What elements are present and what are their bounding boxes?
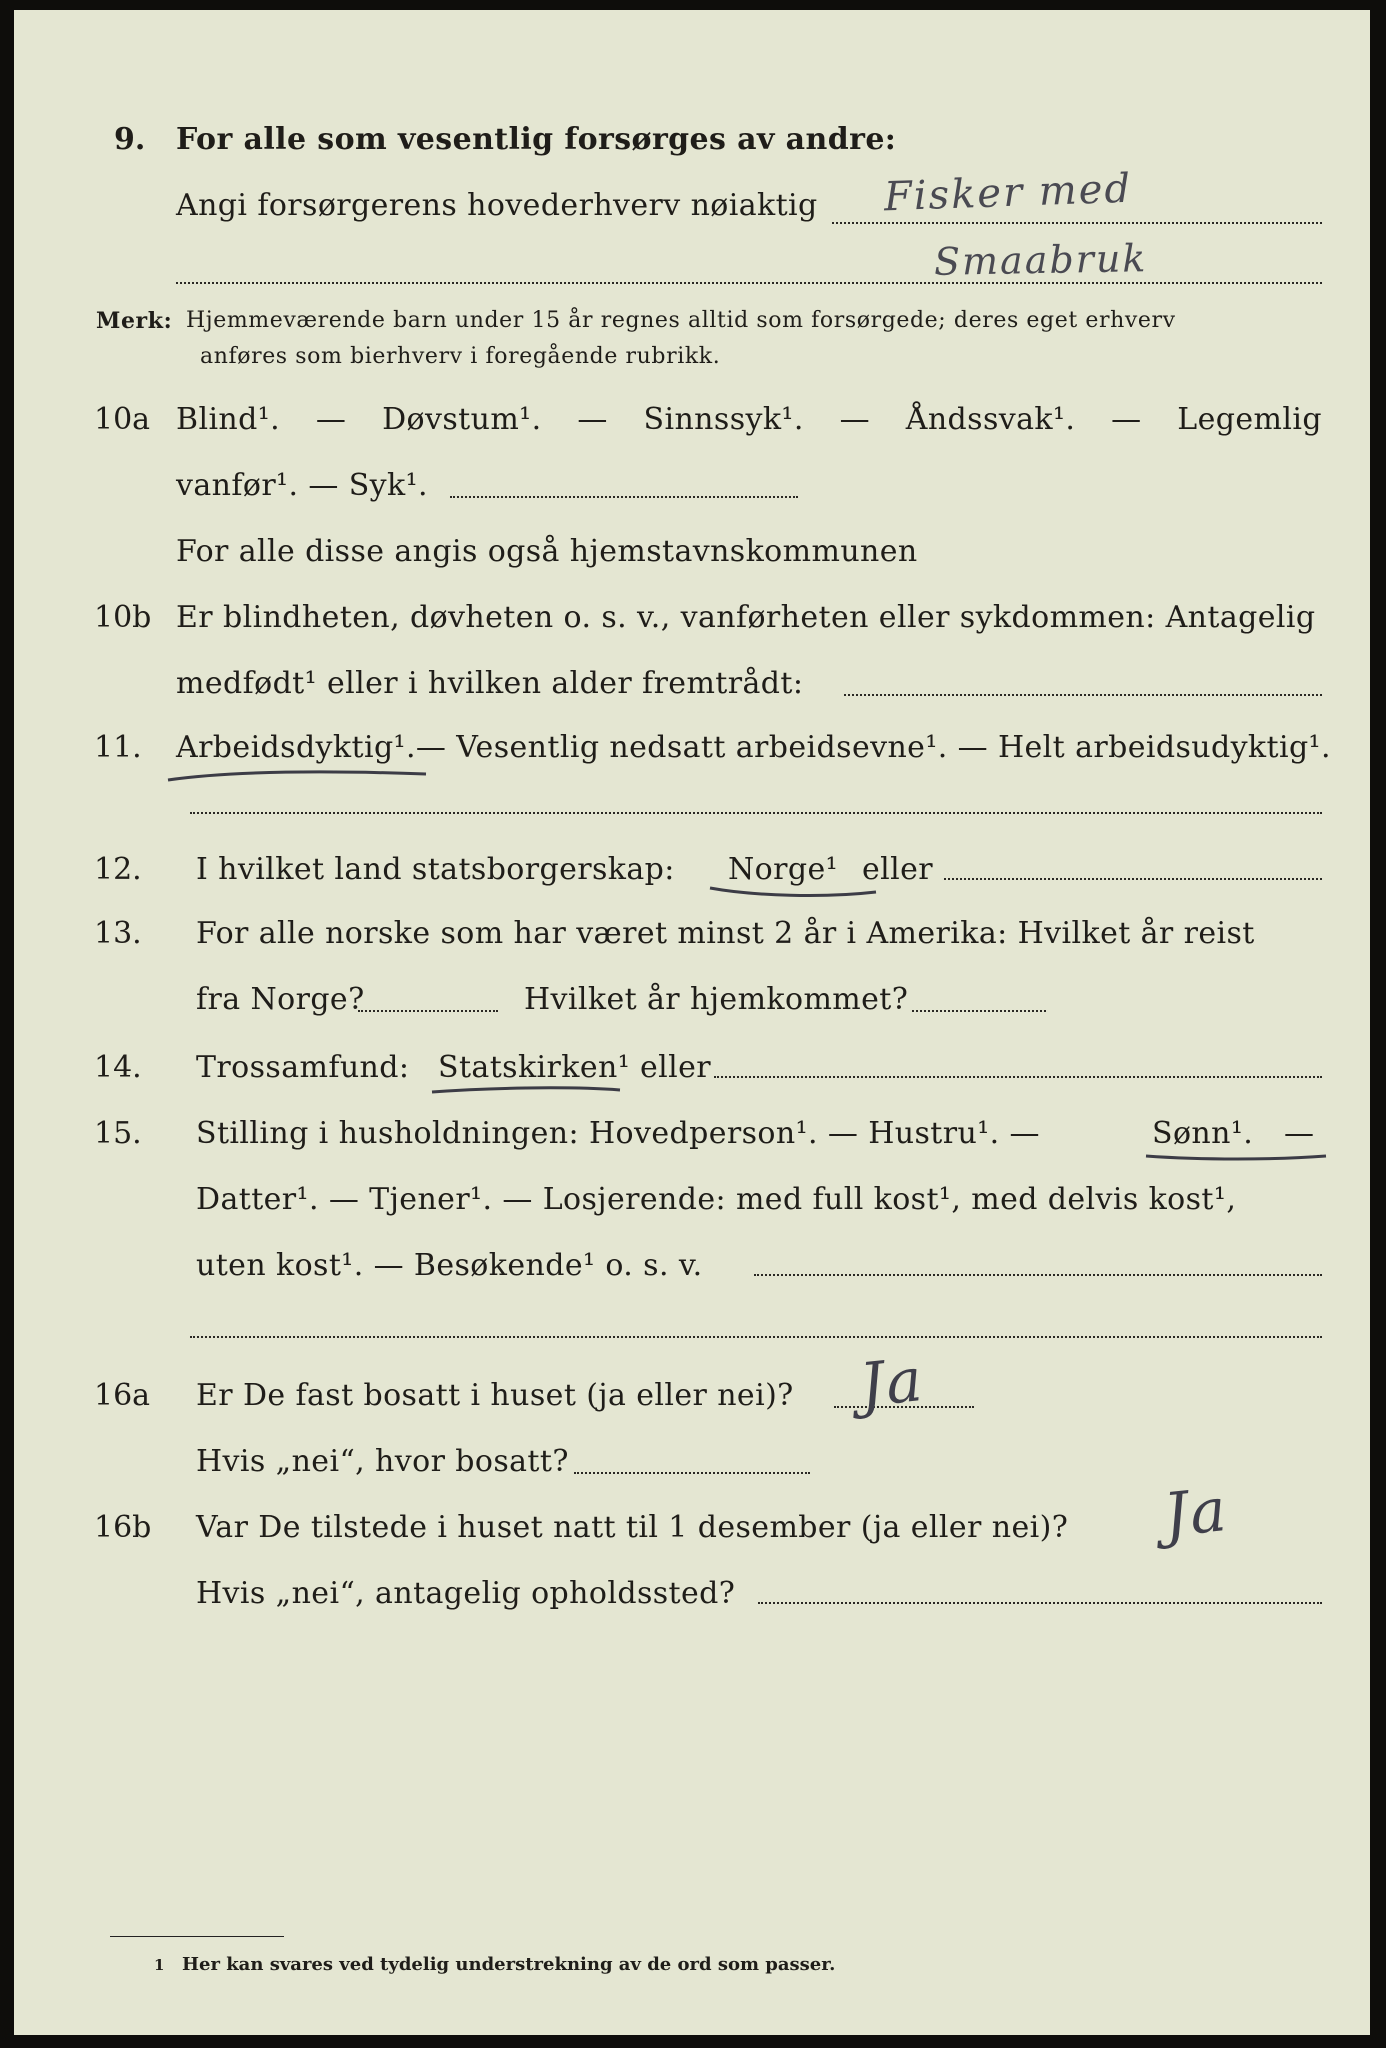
- q10b-number: 10b: [94, 600, 152, 635]
- dash: —: [1284, 1116, 1315, 1151]
- footnote-mark: 1: [154, 1956, 165, 1974]
- q11-line: [176, 730, 1331, 765]
- option-andssvak: Åndssvak¹.: [905, 402, 1076, 437]
- q9-answer-line-2: [176, 282, 1322, 284]
- option-arbeidsdyktig: Arbeidsdyktig¹.: [176, 730, 416, 765]
- q12-prompt: I hvilket land statsborgerskap:: [196, 852, 675, 887]
- dash: —: [577, 402, 608, 437]
- q10a-line-3: For alle disse angis også hjemstavnskommunen: [176, 534, 918, 569]
- census-form-page: [14, 10, 1370, 2035]
- q16b-line-1: Var De tilstede i huset natt til 1 desember (ja eller nei)?: [196, 1510, 1069, 1545]
- option-sonn: Sønn¹.: [1152, 1116, 1254, 1151]
- q10a-answer-line: [450, 496, 798, 498]
- q13-number: 13.: [94, 916, 142, 951]
- merk-text-2: anføres som bierhverv i foregående rubrikk.: [200, 344, 721, 369]
- q9-heading: For alle som vesentlig forsørges av andre:: [176, 122, 897, 157]
- q14-pen-underline: [426, 1080, 626, 1104]
- q15-line-3: uten kost¹. — Besøkende¹ o. s. v.: [196, 1248, 703, 1283]
- q14-eller: eller: [640, 1050, 712, 1085]
- q16a-line-2: Hvis „nei“, hvor bosatt?: [196, 1444, 569, 1479]
- q15-line-2: Datter¹. — Tjener¹. — Losjerende: med full kost¹, med delvis kost¹,: [196, 1182, 1237, 1217]
- q10a-number: 10a: [94, 402, 151, 437]
- q16a-line-1: Er De fast bosatt i huset (ja eller nei)?: [196, 1378, 794, 1413]
- q11-answer-line: [190, 812, 1322, 814]
- q9-handwritten-answer-2: Smaabruk: [933, 236, 1148, 284]
- q14-prompt: Trossamfund:: [196, 1050, 410, 1085]
- q15-line-1a: Stilling i husholdningen: Hovedperson¹. — Hustru¹. —: [196, 1116, 1040, 1151]
- option-legemlig: Legemlig: [1177, 402, 1322, 437]
- footnote-text: Her kan svares ved tydelig understrekning av de ord som passer.: [182, 1954, 836, 1975]
- q16b-number: 16b: [94, 1510, 152, 1545]
- q11-other-options: — Vesentlig nedsatt arbeidsevne¹. — Helt arbeidsudyktig¹.: [415, 730, 1331, 765]
- q16b-line-2: Hvis „nei“, antagelig opholdssted?: [196, 1576, 736, 1611]
- q15-answer-line-2: [190, 1336, 1322, 1338]
- option-statskirken: Statskirken¹: [438, 1050, 631, 1085]
- merk-label: Merk:: [96, 308, 173, 334]
- option-norge: Norge¹: [728, 852, 839, 887]
- q11-pen-underline: [164, 762, 434, 792]
- dash: —: [839, 402, 870, 437]
- q14-number: 14.: [94, 1050, 142, 1085]
- footnote-rule: [110, 1936, 284, 1937]
- q16a-handwritten-answer: Ja: [856, 1344, 928, 1422]
- q9-prompt: Angi forsørgerens hovederhverv nøiaktig: [176, 188, 818, 223]
- q13-line-2a: fra Norge?: [196, 982, 365, 1017]
- q9-number: 9.: [114, 122, 146, 157]
- option-blind: Blind¹.: [176, 402, 281, 437]
- option-dovstum: Døvstum¹.: [382, 402, 542, 437]
- q16b-handwritten-answer: Ja: [1160, 1474, 1232, 1552]
- q10b-answer-line: [844, 694, 1322, 696]
- q9-handwritten-answer-1: Fisker med: [883, 165, 1133, 221]
- q16a-number: 16a: [94, 1378, 151, 1413]
- q14-answer-line: [714, 1076, 1322, 1078]
- q12-pen-underline: [704, 880, 884, 906]
- q15-answer-line: [754, 1274, 1322, 1276]
- q13-year-returned-line: [912, 1010, 1046, 1012]
- q12-eller: eller: [862, 852, 934, 887]
- q12-answer-line: [944, 878, 1322, 880]
- q15-number: 15.: [94, 1116, 142, 1151]
- q10b-line-2: medfødt¹ eller i hvilken alder fremtrådt:: [176, 666, 804, 701]
- q16b-answer-line: [758, 1602, 1322, 1604]
- q10a-line-1: [176, 402, 1322, 437]
- option-sinnssyk: Sinnssyk¹.: [643, 402, 804, 437]
- dash: —: [1111, 402, 1142, 437]
- q15-pen-underline: [1142, 1148, 1332, 1168]
- q13-line-2b: Hvilket år hjemkommet?: [524, 982, 909, 1017]
- q13-year-left-line: [358, 1010, 498, 1012]
- q10a-line-2: vanfør¹. — Syk¹.: [176, 468, 428, 503]
- q12-number: 12.: [94, 852, 142, 887]
- q9-answer-line-1: [832, 222, 1322, 224]
- q10b-line-1: Er blindheten, døvheten o. s. v., vanførheten eller sykdommen: Antagelig: [176, 600, 1316, 635]
- q16a-residence-line: [574, 1472, 810, 1474]
- q11-number: 11.: [94, 730, 142, 765]
- merk-text-1: Hjemmeværende barn under 15 år regnes alltid som forsørgede; deres eget erhverv: [186, 308, 1176, 333]
- q13-line-1: For alle norske som har været minst 2 år i Amerika: Hvilket år reist: [196, 916, 1255, 951]
- dash: —: [315, 402, 347, 437]
